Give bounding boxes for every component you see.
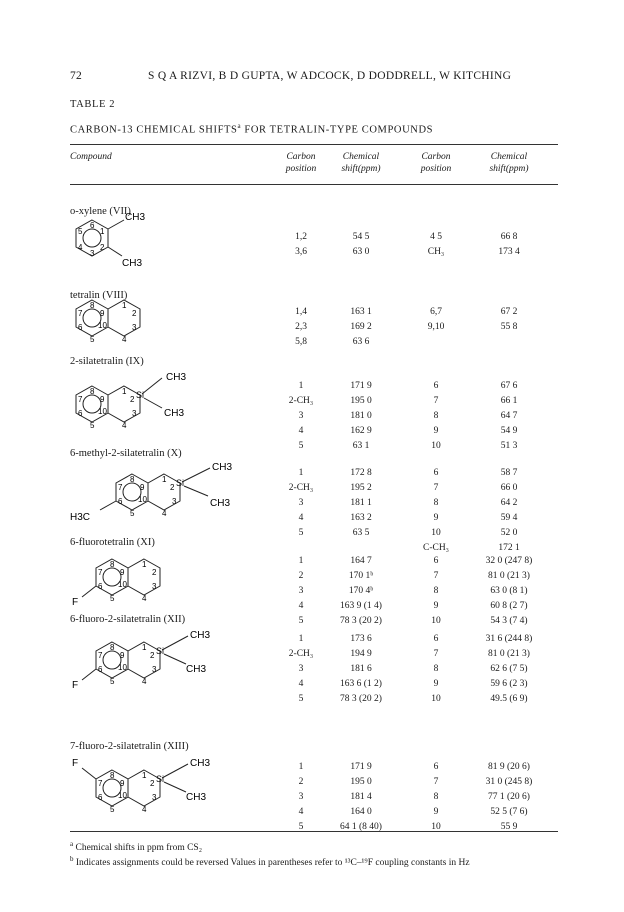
svg-text:2: 2: [170, 483, 175, 492]
chemical-shift-cell: 195 2: [350, 483, 372, 493]
carbon-position-cell: 7: [433, 396, 439, 406]
svg-text:3: 3: [172, 497, 177, 506]
structure-2-silatetralin: [70, 372, 230, 441]
chemical-shift-cell: 54 9: [500, 426, 518, 436]
svg-text:1: 1: [122, 387, 127, 396]
chemical-shift-cell: 81 9 (20 6): [488, 762, 530, 772]
compound-name: 6-methyl-2-silatetralin (X): [70, 448, 182, 459]
chemical-shift-cell: 181 1: [350, 498, 372, 508]
chemical-shift-cell: 54 3 (7 4): [490, 616, 528, 626]
chemical-shift-cell: 194 9: [350, 649, 372, 659]
structure-6-fluoro-2-silatetralin: [70, 630, 250, 699]
svg-text:1: 1: [162, 475, 167, 484]
svg-text:5: 5: [110, 594, 115, 603]
svg-text:8: 8: [110, 771, 115, 780]
chemical-shift-cell: 67 6: [500, 381, 518, 391]
svg-text:8: 8: [130, 475, 135, 484]
svg-text:Si: Si: [176, 478, 185, 488]
carbon-position-cell: 10: [431, 694, 441, 704]
compound-name: o-xylene (VII): [70, 206, 131, 217]
chemical-shift-cell: 63 0: [352, 247, 370, 257]
svg-text:10: 10: [98, 321, 107, 330]
carbon-position-cell: 1,4: [295, 307, 307, 317]
chemical-shift-cell: 163 1: [350, 307, 372, 317]
chemical-shift-cell: 31 6 (244 8): [485, 634, 533, 644]
carbon-position-cell: 3: [298, 792, 304, 802]
svg-text:6: 6: [78, 409, 83, 418]
chemical-shift-cell: 60 8 (2 7): [490, 601, 528, 611]
svg-text:10: 10: [118, 663, 127, 672]
carbon-position-cell: 10: [431, 528, 441, 538]
compound-name: 6-fluoro-2-silatetralin (XII): [70, 614, 186, 625]
chemical-shift-cell: 163 9 (1 4): [340, 601, 382, 611]
xylene-num-1: 1: [100, 227, 105, 236]
header-chemical-shift-1: Chemical shift(ppm): [341, 152, 381, 174]
svg-text:2: 2: [150, 651, 155, 660]
table-title: [70, 122, 433, 136]
chemical-shift-cell: 172 1: [498, 543, 520, 553]
chemical-shift-cell: 77 1 (20 6): [488, 792, 530, 802]
header-carbon-position-1: Carbon position: [285, 152, 317, 174]
chemical-shift-cell: 169 2: [350, 322, 372, 332]
carbon-position-cell: 4: [298, 426, 304, 436]
svg-text:F: F: [72, 758, 79, 769]
chemical-shift-cell: 52 5 (7 6): [490, 807, 528, 817]
xylene-num-3: 3: [90, 249, 95, 258]
svg-text:Si: Si: [156, 646, 165, 656]
footnote-a: $^a$ Chemical shifts in ppm from CS₂: [70, 840, 203, 854]
chemical-shift-cell: 58 7: [500, 468, 518, 478]
svg-text:Si: Si: [136, 390, 145, 400]
carbon-position-cell: 2,3: [295, 322, 307, 332]
carbon-position-cell: 9: [433, 601, 439, 611]
structure-o-xylene: [70, 210, 190, 281]
svg-text:H3C: H3C: [70, 512, 91, 523]
running-head: S Q A RIZVI, B D GUPTA, W ADCOCK, D DODDRELL, W KITCHING: [148, 70, 512, 82]
footnote-b: $^b$ Indicates assignments could be reversed Values in parentheses refer to ¹³C–¹⁹F coupling constants in Hz: [70, 855, 470, 869]
carbon-position-cell: 1: [298, 556, 304, 566]
svg-text:10: 10: [138, 495, 147, 504]
chemical-shift-cell: 81 0 (21 3): [488, 649, 530, 659]
chemical-shift-cell: 63 1: [352, 441, 370, 451]
svg-text:9: 9: [120, 651, 125, 660]
chemical-shift-cell: 52 0: [500, 528, 518, 538]
chemical-shift-cell: 181 6: [350, 664, 372, 674]
carbon-position-cell: CH₃: [427, 247, 445, 257]
carbon-position-cell: 5,8: [295, 337, 307, 347]
chemical-shift-cell: 64 2: [500, 498, 518, 508]
svg-text:6: 6: [98, 582, 103, 591]
top-rule: [70, 144, 558, 145]
svg-text:2: 2: [152, 568, 157, 577]
header-carbon-position-2: Carbon position: [420, 152, 452, 174]
chemical-shift-cell: 64 1 (8 40): [340, 822, 382, 832]
carbon-position-cell: 2-CH₃: [288, 483, 314, 493]
structure-7-fluoro-2-silatetralin: [70, 758, 250, 827]
carbon-position-cell: 6: [433, 381, 439, 391]
svg-text:5: 5: [130, 509, 135, 518]
chemical-shift-cell: 31 0 (245 8): [485, 777, 533, 787]
carbon-position-cell: 2-CH₃: [288, 649, 314, 659]
carbon-position-cell: 3: [298, 498, 304, 508]
svg-text:F: F: [72, 597, 79, 608]
svg-text:9: 9: [120, 568, 125, 577]
chemical-shift-cell: 171 9: [350, 381, 372, 391]
svg-text:4: 4: [142, 677, 147, 686]
svg-text:3: 3: [152, 793, 157, 802]
svg-text:1: 1: [142, 643, 147, 652]
carbon-position-cell: 4: [298, 601, 304, 611]
xylene-num-6: 6: [90, 221, 95, 230]
table-title-marker: a: [237, 122, 242, 130]
svg-text:6: 6: [98, 665, 103, 674]
chemical-shift-cell: 66 0: [500, 483, 518, 493]
svg-text:2: 2: [132, 309, 137, 318]
svg-text:2: 2: [150, 779, 155, 788]
svg-text:10: 10: [118, 791, 127, 800]
svg-text:5: 5: [90, 335, 95, 344]
carbon-position-cell: 4: [298, 513, 304, 523]
chemical-shift-cell: 181 0: [350, 411, 372, 421]
carbon-position-cell: 6: [433, 634, 439, 644]
carbon-position-cell: 7: [433, 571, 439, 581]
svg-text:1: 1: [142, 560, 147, 569]
svg-text:8: 8: [110, 643, 115, 652]
structure-tetralin: [70, 294, 210, 355]
carbon-position-cell: 9: [433, 807, 439, 817]
svg-text:5: 5: [110, 677, 115, 686]
carbon-position-cell: 8: [433, 411, 439, 421]
svg-text:6: 6: [78, 323, 83, 332]
chemical-shift-cell: 59 4: [500, 513, 518, 523]
carbon-position-cell: 4: [298, 679, 304, 689]
chemical-shift-cell: 55 8: [500, 322, 518, 332]
carbon-position-cell: C-CH₃: [422, 543, 449, 553]
svg-text:CH3: CH3: [186, 664, 207, 675]
carbon-position-cell: 9: [433, 679, 439, 689]
carbon-position-cell: 5: [298, 616, 304, 626]
chemical-shift-cell: 64 7: [500, 411, 518, 421]
svg-text:7: 7: [98, 651, 103, 660]
header-rule: [70, 184, 558, 185]
svg-text:9: 9: [140, 483, 145, 492]
svg-text:5: 5: [90, 421, 95, 430]
xylene-num-2: 2: [100, 243, 105, 252]
svg-text:3: 3: [132, 323, 137, 332]
svg-text:7: 7: [118, 483, 123, 492]
chemical-shift-cell: 54 5: [352, 232, 370, 242]
carbon-position-cell: 7: [433, 649, 439, 659]
carbon-position-cell: 6: [433, 556, 439, 566]
carbon-position-cell: 9,10: [427, 322, 445, 332]
xylene-ch3-bottom: CH3: [122, 258, 143, 269]
chemical-shift-cell: 62 6 (7 5): [490, 664, 528, 674]
chemical-shift-cell: 163 2: [350, 513, 372, 523]
carbon-position-cell: 1: [298, 634, 304, 644]
carbon-position-cell: 9: [433, 426, 439, 436]
chemical-shift-cell: 170 1ᵇ: [348, 571, 374, 581]
chemical-shift-cell: 81 0 (21 3): [488, 571, 530, 581]
chemical-shift-cell: 164 0: [350, 807, 372, 817]
svg-text:CH3: CH3: [164, 408, 185, 419]
svg-text:6: 6: [98, 793, 103, 802]
chemical-shift-cell: 49.5 (6 9): [490, 694, 528, 704]
carbon-position-cell: 2: [298, 777, 304, 787]
carbon-position-cell: 5: [298, 822, 304, 832]
carbon-position-cell: 3,6: [295, 247, 307, 257]
svg-text:4: 4: [122, 335, 127, 344]
chemical-shift-cell: 164 7: [350, 556, 372, 566]
svg-text:9: 9: [100, 309, 105, 318]
chemical-shift-cell: 66 8: [500, 232, 518, 242]
compound-name: 6-fluorotetralin (XI): [70, 537, 155, 548]
svg-text:3: 3: [132, 409, 137, 418]
header-chemical-shift-2: Chemical shift(ppm): [489, 152, 529, 174]
carbon-position-cell: 1: [298, 468, 304, 478]
carbon-position-cell: 3: [298, 664, 304, 674]
svg-text:F: F: [72, 680, 79, 691]
svg-text:4: 4: [162, 509, 167, 518]
chemical-shift-cell: 163 6 (1 2): [340, 679, 382, 689]
chemical-shift-cell: 170 4ᵇ: [348, 586, 374, 596]
xylene-ch3-top: CH3: [125, 212, 146, 223]
carbon-position-cell: 7: [433, 777, 439, 787]
carbon-position-cell: 8: [433, 586, 439, 596]
table-title-suffix: FOR TETRALIN-TYPE COMPOUNDS: [241, 124, 434, 136]
svg-text:7: 7: [98, 779, 103, 788]
structure-6-fluorotetralin: [70, 553, 210, 618]
carbon-position-cell: 2-CH₃: [288, 396, 314, 406]
compound-name: 2-silatetralin (IX): [70, 356, 144, 367]
svg-text:9: 9: [100, 395, 105, 404]
svg-text:Si: Si: [156, 774, 165, 784]
carbon-position-cell: 7: [433, 483, 439, 493]
chemical-shift-cell: 171 9: [350, 762, 372, 772]
chemical-shift-cell: 173 6: [350, 634, 372, 644]
chemical-shift-cell: 51 3: [500, 441, 518, 451]
carbon-position-cell: 10: [431, 441, 441, 451]
svg-text:7: 7: [78, 309, 83, 318]
svg-text:CH3: CH3: [210, 498, 231, 509]
carbon-position-cell: 1: [298, 381, 304, 391]
compound-name: 7-fluoro-2-silatetralin (XIII): [70, 741, 189, 752]
chemical-shift-cell: 63 5: [352, 528, 370, 538]
carbon-position-cell: 3: [298, 586, 304, 596]
page-number: 72: [70, 70, 83, 82]
carbon-position-cell: 5: [298, 441, 304, 451]
carbon-position-cell: 8: [433, 792, 439, 802]
chemical-shift-cell: 181 4: [350, 792, 372, 802]
chemical-shift-cell: 32 0 (247 8): [485, 556, 533, 566]
svg-text:7: 7: [98, 568, 103, 577]
carbon-position-cell: 6: [433, 762, 439, 772]
carbon-position-cell: 4: [298, 807, 304, 817]
chemical-shift-cell: 78 3 (20 2): [340, 616, 382, 626]
table-title-prefix: CARBON-13 CHEMICAL SHIFTS: [70, 124, 238, 136]
svg-text:9: 9: [120, 779, 125, 788]
compound-name: tetralin (VIII): [70, 290, 128, 301]
carbon-position-cell: 6,7: [430, 307, 442, 317]
bottom-rule: [70, 831, 558, 832]
chemical-shift-cell: 195 0: [350, 396, 372, 406]
svg-text:7: 7: [78, 395, 83, 404]
svg-text:8: 8: [110, 560, 115, 569]
svg-text:CH3: CH3: [212, 462, 233, 473]
carbon-position-cell: 5: [298, 528, 304, 538]
svg-text:8: 8: [90, 301, 95, 310]
carbon-position-cell: 5: [298, 694, 304, 704]
carbon-position-cell: 10: [431, 616, 441, 626]
svg-text:CH3: CH3: [166, 372, 187, 383]
header-compound: Compound: [70, 152, 112, 162]
svg-text:3: 3: [152, 582, 157, 591]
svg-text:1: 1: [142, 771, 147, 780]
svg-text:CH3: CH3: [190, 630, 211, 641]
carbon-position-cell: 4 5: [430, 232, 442, 242]
svg-text:5: 5: [110, 805, 115, 814]
svg-text:4: 4: [122, 421, 127, 430]
xylene-num-4: 4: [78, 243, 83, 252]
svg-text:CH3: CH3: [190, 758, 211, 769]
carbon-position-cell: 10: [431, 822, 441, 832]
carbon-position-cell: 8: [433, 664, 439, 674]
structure-6-methyl-2-silatetralin: [70, 462, 270, 531]
chemical-shift-cell: 162 9: [350, 426, 372, 436]
svg-text:1: 1: [122, 301, 127, 310]
chemical-shift-cell: 63 0 (8 1): [490, 586, 528, 596]
chemical-shift-cell: 67 2: [500, 307, 518, 317]
chemical-shift-cell: 66 1: [500, 396, 518, 406]
carbon-position-cell: 6: [433, 468, 439, 478]
svg-text:6: 6: [118, 497, 123, 506]
xylene-num-5: 5: [78, 227, 83, 236]
carbon-position-cell: 1: [298, 762, 304, 772]
svg-text:CH3: CH3: [186, 792, 207, 803]
chemical-shift-cell: 195 0: [350, 777, 372, 787]
table-label: TABLE 2: [70, 99, 116, 110]
carbon-position-cell: 9: [433, 513, 439, 523]
svg-text:4: 4: [142, 805, 147, 814]
carbon-position-cell: 1,2: [295, 232, 307, 242]
chemical-shift-cell: 59 6 (2 3): [490, 679, 528, 689]
svg-text:10: 10: [98, 407, 107, 416]
chemical-shift-cell: 173 4: [498, 247, 520, 257]
carbon-position-cell: 2: [298, 571, 304, 581]
chemical-shift-cell: 55 9: [500, 822, 518, 832]
chemical-shift-cell: 172 8: [350, 468, 372, 478]
carbon-position-cell: 3: [298, 411, 304, 421]
carbon-position-cell: 8: [433, 498, 439, 508]
svg-text:3: 3: [152, 665, 157, 674]
svg-text:4: 4: [142, 594, 147, 603]
svg-text:10: 10: [118, 580, 127, 589]
svg-text:2: 2: [130, 395, 135, 404]
chemical-shift-cell: 78 3 (20 2): [340, 694, 382, 704]
svg-text:8: 8: [90, 387, 95, 396]
chemical-shift-cell: 63 6: [352, 337, 370, 347]
